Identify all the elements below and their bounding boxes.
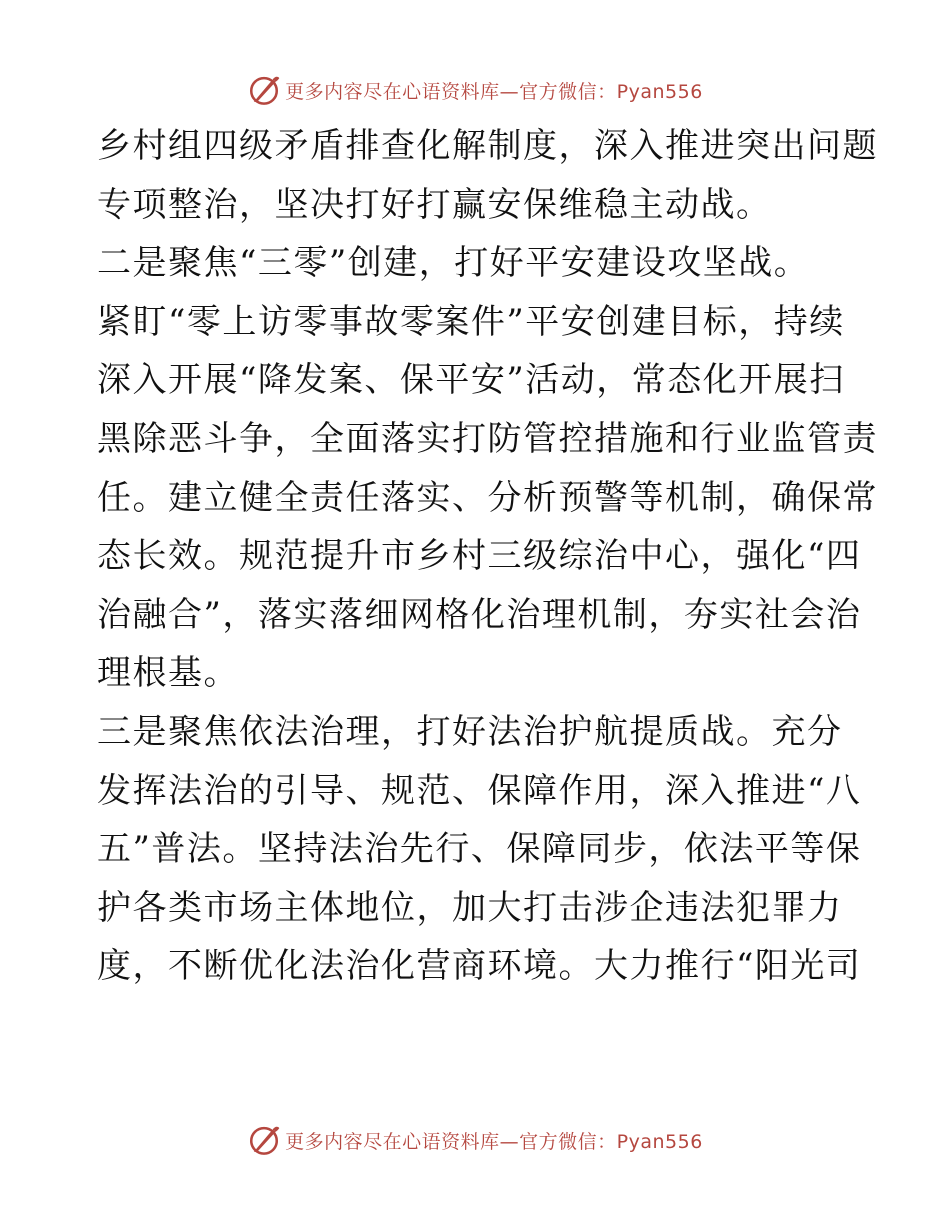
footer-banner xyxy=(0,1120,950,1160)
text-line: 度，不断优化法治化营商环境。大力推行“阳光司 xyxy=(97,946,862,987)
text-line: 专项整治，坚决打好打赢安保维稳主动战。 xyxy=(97,184,772,225)
text-line: 五”普法。坚持法治先行、保障同步，依法平等保 xyxy=(97,829,862,870)
text-line: 任。建立健全责任落实、分析预警等机制，确保常 xyxy=(97,477,878,518)
text-line: 紧盯“零上访零事故零案件”平安创建目标，持续 xyxy=(97,301,845,342)
text-line: 理根基。 xyxy=(97,653,239,694)
quill-pen-logo-icon xyxy=(247,73,281,107)
text-line: 护各类市场主体地位，加大打击涉企违法犯罪力 xyxy=(97,887,843,928)
text-line: 三是聚焦依法治理，打好法治护航提质战。充分 xyxy=(97,711,843,752)
document-body xyxy=(97,117,878,996)
text-line: 黑除恶斗争，全面落实打防管控措施和行业监管责 xyxy=(97,418,878,459)
header-banner-text: 更多内容尽在心语资料库—官方微信：Pyan556 xyxy=(285,80,703,103)
text-line: 态长效。规范提升市乡村三级综治中心，强化“四 xyxy=(97,536,862,577)
text-line: 发挥法治的引导、规范、保障作用，深入推进“八 xyxy=(97,770,862,811)
text-line: 乡村组四级矛盾排查化解制度，深入推进突出问题 xyxy=(97,126,878,166)
text-line: 二是聚焦“三零”创建，打好平安建设攻坚战。 xyxy=(97,243,810,284)
footer-banner-text: 更多内容尽在心语资料库—官方微信：Pyan556 xyxy=(285,1130,703,1153)
text-line: 深入开展“降发案、保平安”活动，常态化开展扫 xyxy=(97,360,845,401)
header-banner xyxy=(0,70,950,110)
text-line: 治融合”，落实落细网格化治理机制，夯实社会治 xyxy=(97,594,862,635)
quill-pen-logo-icon xyxy=(247,1123,281,1157)
